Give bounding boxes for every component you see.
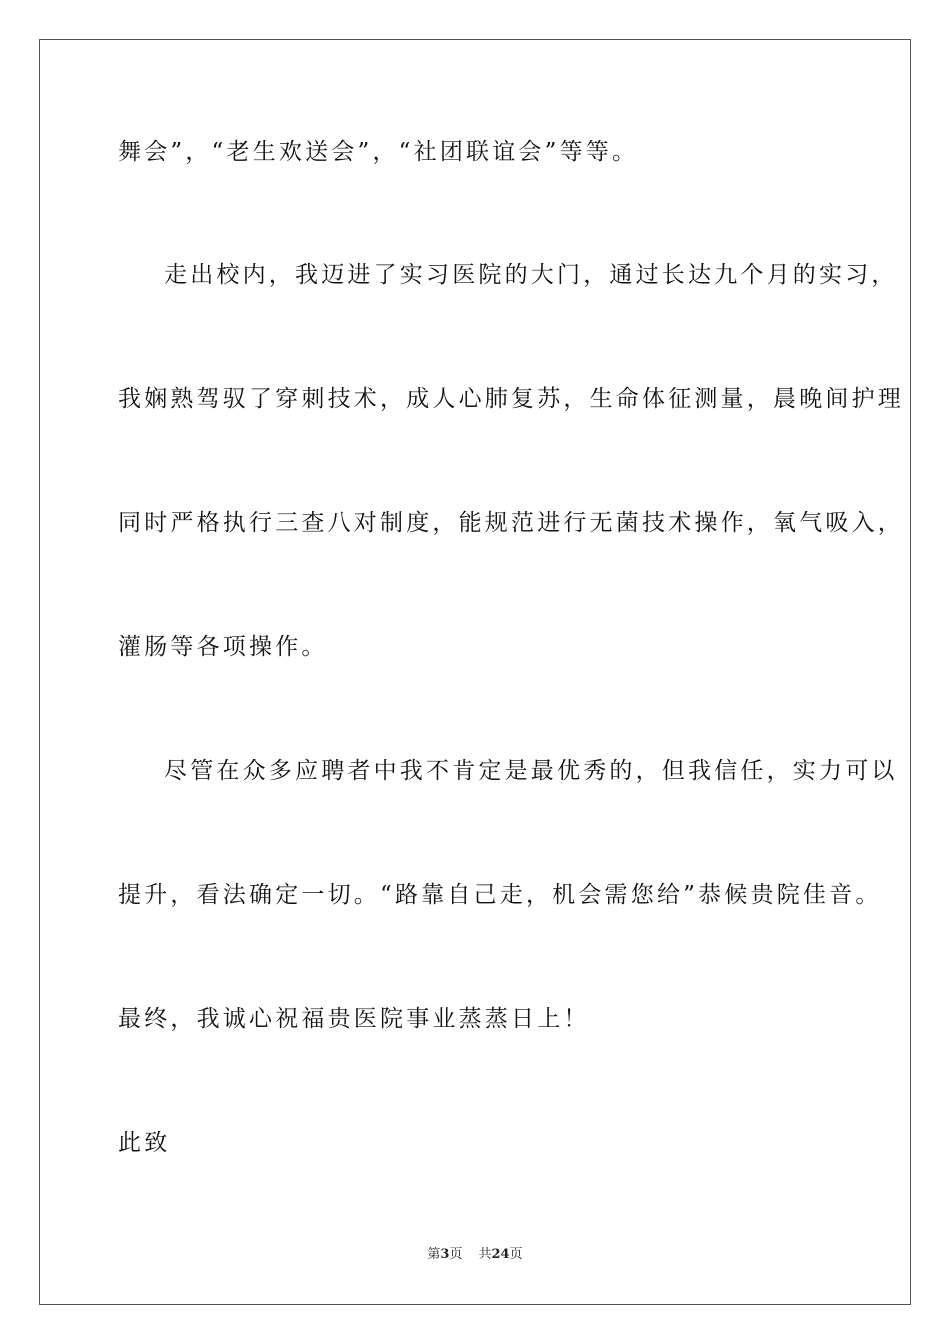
text-line-1: 舞会”，“老生欢送会”，“社团联谊会”等等。 [118, 139, 639, 165]
total-label-prefix: 共 [478, 1247, 492, 1262]
text-line-4: 同时严格执行三查八对制度，能规范进行无菌技术操作，氧气吸入， [118, 510, 904, 536]
text-line-9: 此致 [118, 1130, 171, 1156]
text-line-6: 尽管在众多应聘者中我不肯定是最优秀的，但我信任，实力可以 [164, 758, 898, 784]
page-footer [0, 1246, 950, 1264]
total-pages: 24 [491, 1247, 510, 1262]
total-label-suffix: 页 [509, 1247, 523, 1262]
text-line-3: 我娴熟驾驭了穿刺技术，成人心肺复苏，生命体征测量，晨晚间护理 [118, 386, 904, 412]
page-border [39, 39, 911, 1305]
text-line-8: 最终，我诚心祝福贵医院事业蒸蒸日上！ [118, 1006, 590, 1032]
page-label-prefix: 第 [427, 1247, 441, 1262]
text-line-2: 走出校内，我迈进了实习医院的大门，通过长达九个月的实习， [164, 262, 898, 288]
text-line-5: 灌肠等各项操作。 [118, 634, 328, 660]
text-line-7: 提升，看法确定一切。“路靠自己走，机会需您给”恭候贵院佳音。 [118, 882, 882, 908]
page-number: 3 [440, 1247, 450, 1262]
page-label-suffix: 页 [449, 1247, 463, 1262]
